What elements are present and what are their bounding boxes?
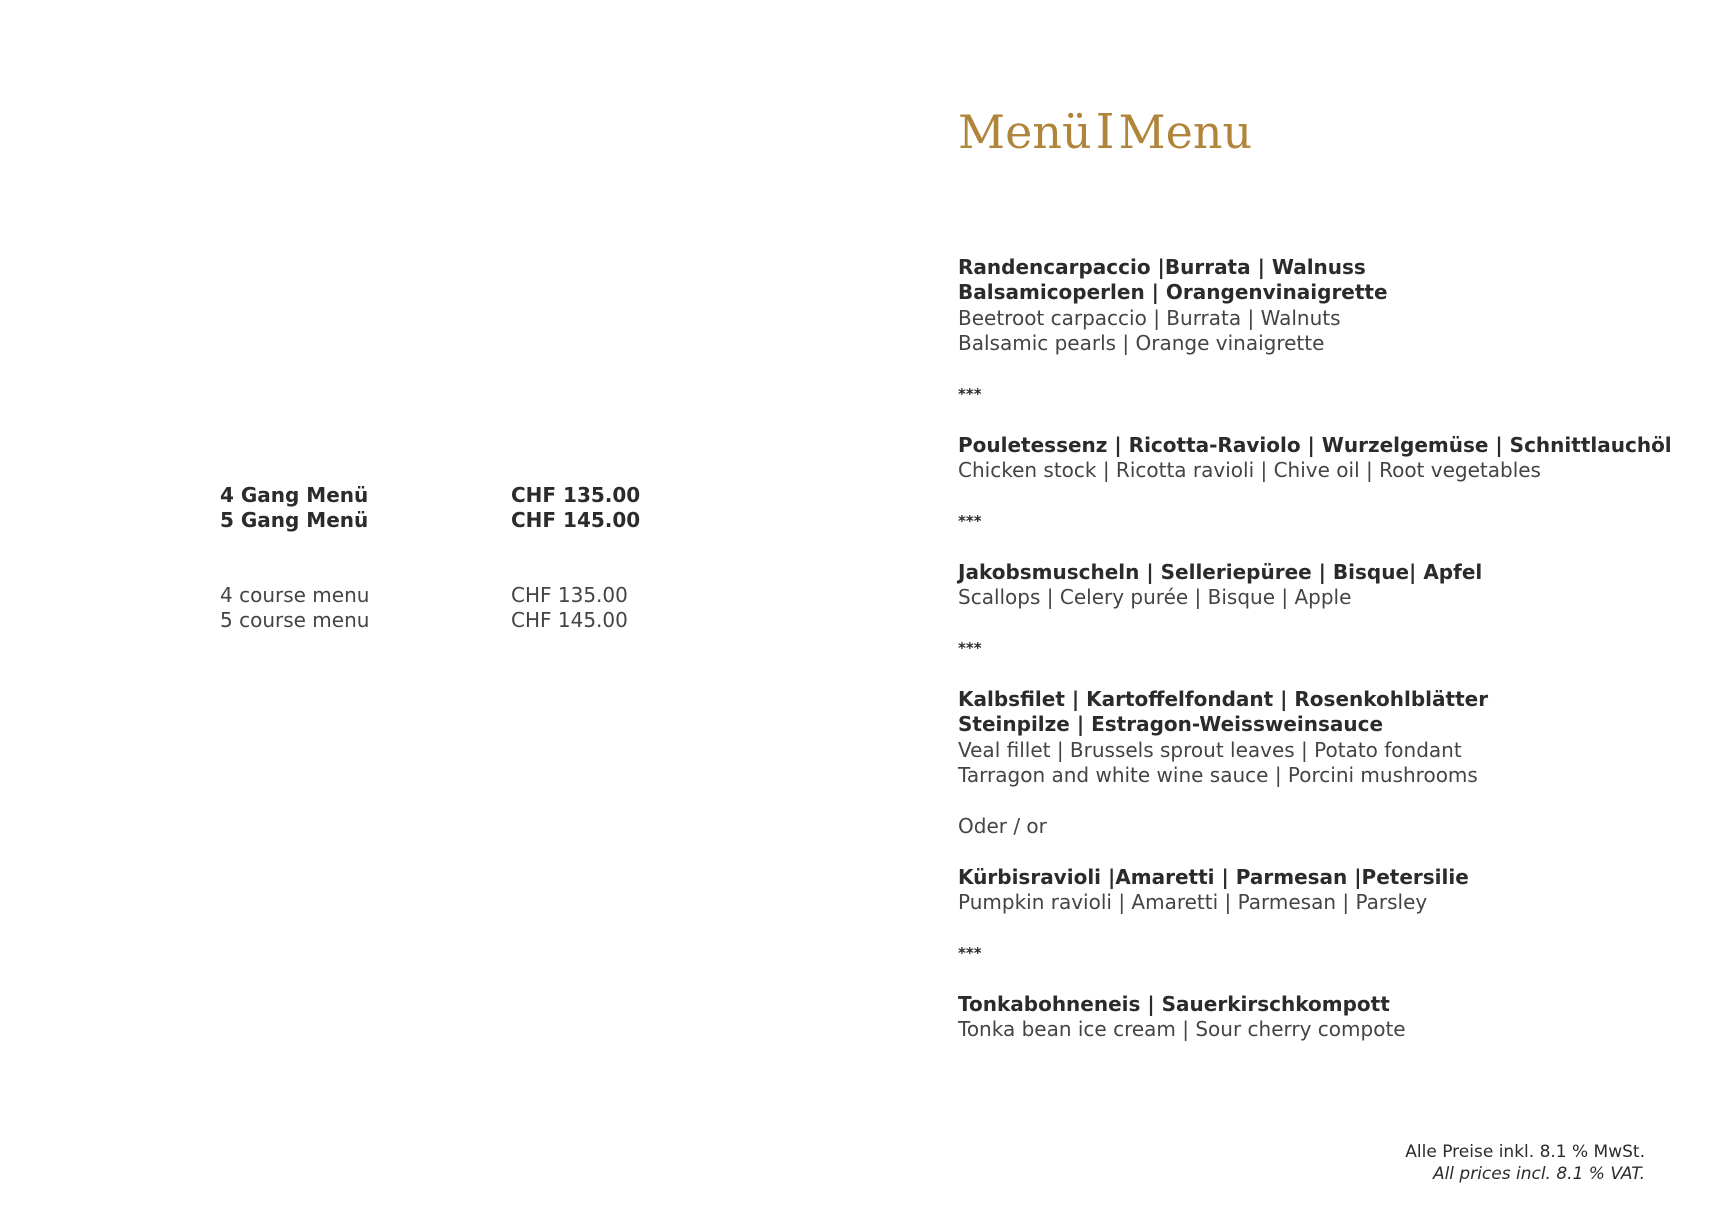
course-separator: ***	[958, 385, 982, 404]
spacer	[958, 839, 1678, 864]
spacer	[958, 357, 1678, 382]
course-de-line: Jakobsmuscheln | Selleriepüree | Bisque| Apfel	[958, 559, 1483, 584]
course-list	[958, 255, 1678, 1042]
menu-title	[958, 104, 1253, 160]
price-value: CHF 145.00	[511, 608, 628, 632]
course-6	[958, 992, 1678, 1043]
price-row-en-4	[220, 583, 660, 608]
course-de-line: Kürbisravioli |Amaretti | Parmesan |Petersilie	[958, 864, 1469, 889]
course-de-line: Kalbsfilet | Kartoffelfondant | Rosenkohlblätter	[958, 686, 1489, 711]
course-en-line: Tonka bean ice cream | Sour cherry compote	[958, 1017, 1406, 1042]
course-1	[958, 255, 1678, 357]
price-label: 4 course menu	[220, 583, 370, 607]
course-2	[958, 433, 1678, 484]
title-first: Menü	[958, 105, 1092, 159]
price-value: CHF 135.00	[511, 583, 628, 607]
course-de-line: Steinpilze | Estragon-Weissweinsauce	[958, 712, 1384, 737]
course-4	[958, 687, 1678, 789]
spacer	[220, 533, 660, 583]
spacer	[958, 484, 1678, 509]
price-value: CHF 135.00	[511, 483, 641, 507]
spacer	[958, 788, 1678, 813]
course-separator: ***	[958, 943, 982, 962]
price-label: 5 course menu	[220, 608, 370, 632]
price-row-en-5	[220, 608, 660, 633]
alternative-text: Oder / or	[958, 813, 1047, 838]
course-en-line: Chicken stock | Ricotta ravioli | Chive oil | Root vegetables	[958, 458, 1541, 483]
course-en-line: Balsamic pearls | Orange vinaigrette	[958, 331, 1325, 356]
spacer	[958, 661, 1678, 686]
course-separator: ***	[958, 512, 982, 531]
title-second: Menu	[1118, 105, 1253, 159]
course-separator: ***	[958, 639, 982, 658]
course-en-line: Beetroot carpaccio | Burrata | Walnuts	[958, 305, 1341, 330]
spacer	[958, 966, 1678, 991]
price-row-de-5	[220, 508, 660, 533]
spacer	[958, 407, 1678, 432]
spacer	[958, 534, 1678, 559]
spacer	[958, 915, 1678, 940]
title-separator: I	[1095, 104, 1115, 160]
spacer	[958, 611, 1678, 636]
course-en-line: Veal fillet | Brussels sprout leaves | Potato fondant	[958, 737, 1462, 762]
course-de-line: Balsamicoperlen | Orangenvinaigrette	[958, 280, 1388, 305]
price-row-de-4	[220, 483, 660, 508]
course-de-line: Pouletessenz | Ricotta-Raviolo | Wurzelgemüse | Schnittlauchöl	[958, 432, 1672, 457]
price-label: 4 Gang Menü	[220, 483, 369, 507]
course-de-line: Randencarpaccio |Burrata | Walnuss	[958, 255, 1366, 279]
course-en-line: Tarragon and white wine sauce | Porcini mushrooms	[958, 763, 1478, 788]
course-3	[958, 560, 1678, 611]
price-label: 5 Gang Menü	[220, 508, 369, 532]
price-list	[220, 483, 660, 633]
course-en-line: Pumpkin ravioli | Amaretti | Parmesan | Parsley	[958, 890, 1428, 915]
vat-note	[1405, 1141, 1645, 1185]
vat-note-de: Alle Preise inkl. 8.1 % MwSt.	[1405, 1142, 1645, 1162]
course-5	[958, 865, 1678, 916]
course-en-line: Scallops | Celery purée | Bisque | Apple	[958, 585, 1352, 610]
price-value: CHF 145.00	[511, 508, 641, 532]
vat-note-en: All prices incl. 8.1 % VAT.	[1432, 1164, 1645, 1184]
course-de-line: Tonkabohneneis | Sauerkirschkompott	[958, 991, 1390, 1016]
